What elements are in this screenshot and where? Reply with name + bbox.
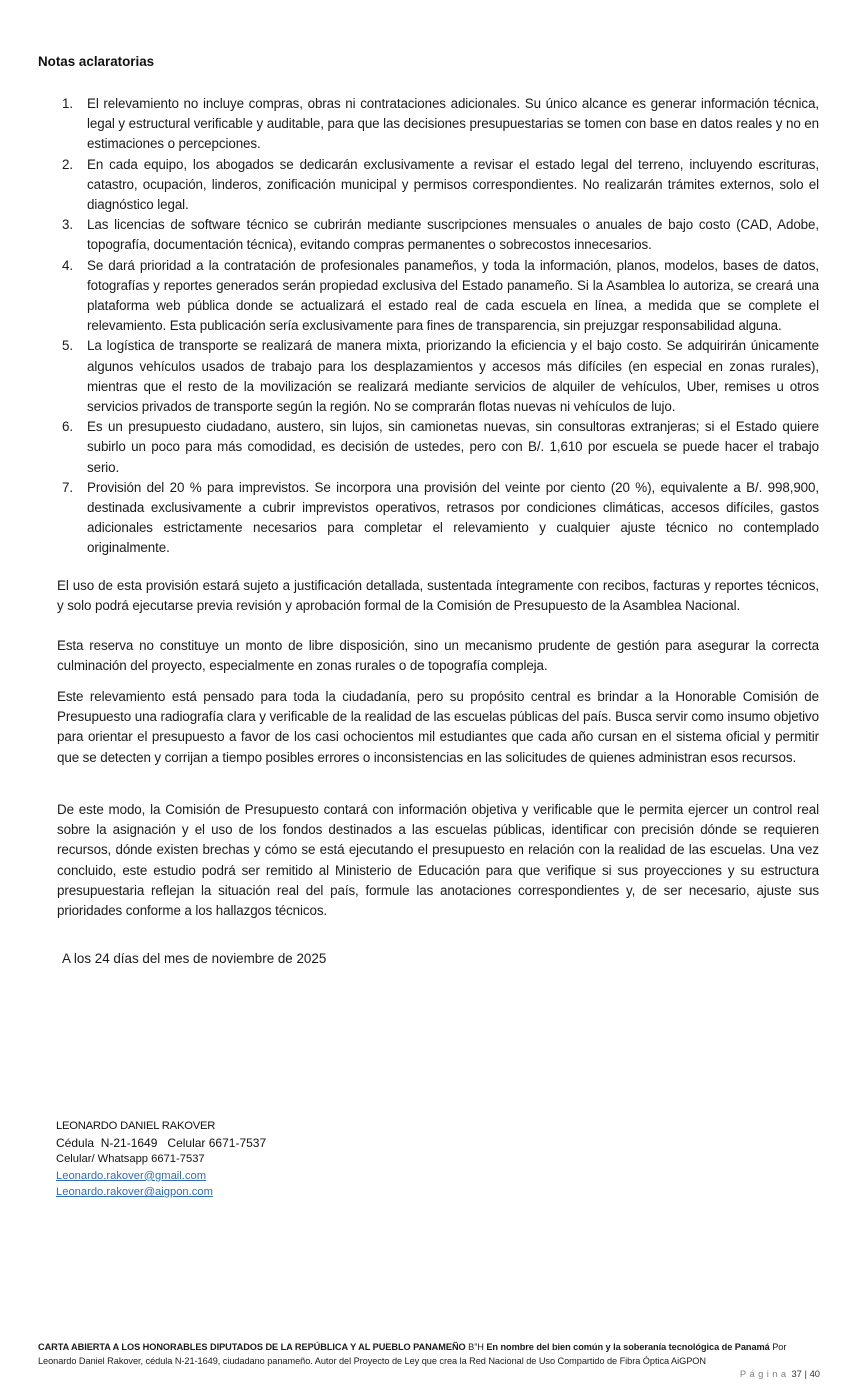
list-item-note-1 [57,94,819,155]
page-footer [38,1340,820,1368]
list-number: 1. [62,96,73,111]
page-current: 37 [791,1368,802,1379]
list-number: 4. [62,257,73,273]
page-label: Página [739,1368,790,1379]
list-item-note-5 [57,336,819,417]
signer-id-phone: Cédula N-21-1649 Celular 6671-7537 [56,1135,267,1150]
list-number: 2. [62,156,73,172]
note-text: Provisión del 20 % para imprevistos. Se incorpora una provisión del veinte por ciento (20 %), equivalente a B/. 998,900, destinada exclusivamente a cubrir imprevistos operativos, retrasos por condiciones climáticas, accesos difíciles, gastos adicionales estrictamente necesarios para completar el relevamiento y cualquier ajuste técnico no contemplado originalmente. [87,479,819,556]
list-number: 6. [62,419,73,435]
footer-title: CARTA ABIERTA A LOS HONORABLES DIPUTADOS DE LA REPÚBLICA Y AL PUEBLO PANAMEÑO [38,1342,466,1352]
footer-author-text: Por Leonardo Daniel Rakover, cédula N-21-1649, ciudadano panameño. Autor del Proyecto de Ley que crea la Red Nacional de Uso Compartido de Fibra Óptica AiGPON [38,1342,787,1366]
note-text: La logística de transporte se realizará de manera mixta, priorizando la eficiencia y el bajo costo. Se adquirirán únicamente algunos vehículos usados de trabajo para los desplazamientos y accesos más difíciles (en especial en zonas rurales), mientras que el resto de la movilización se realizará mediante servicios de alquiler de vehículos, Uber, remises u otros servicios privados de transporte según la región. No se comprarán flotas nuevas ni vehículos de lujo. [87,338,819,415]
paragraph-conclusion: De este modo, la Comisión de Presupuesto contará con información objetiva y verificable que le permita ejercer un control real sobre la asignación y el uso de los fondos destinados a las escuelas públicas, identificar con precisión dónde se requieren recursos, dónde existen brechas y cómo se está ejecutando el presupuesto en relación con la realidad de las escuelas. Una vez concluido, este estudio podrá ser remitido al Ministerio de Educación para que verifique si sus proyecciones y su estructura presupuestaria reflejan la situación real del país, formule las anotaciones correspondientes y, de ser necesario, ajuste sus prioridades conforme a los hallazgos técnicos. [57,802,819,919]
signer-name: LEONARDO DANIEL RAKOVER [56,1120,216,1132]
list-item-note-4 [57,256,819,337]
note-text: Las licencias de software técnico se cubrirán mediante suscripciones mensuales o anuales de bajo costo (CAD, Adobe, topografía, documentación técnica), evitando compras permanentes o sobrecostos innecesarios. [87,217,819,253]
list-number: 7. [62,479,73,495]
footer-bh: B”H [465,1342,487,1352]
list-item-note-2 [57,155,819,216]
notes-list [57,94,819,559]
section-heading: Notas aclaratorias [38,54,155,69]
paragraph-provision-use: El uso de esta provisión estará sujeto a justificación detallada, sustentada íntegramente con recibos, facturas y reportes técnicos, y solo podrá ejecutarse previa revisión y aprobación formal de la Comisión de Presupuesto de la Asamblea Nacional. [57,578,819,614]
paragraph-purpose: Este relevamiento está pensado para toda la ciudadanía, pero su propósito central es brindar a la Honorable Comisión de Presupuesto una radiografía clara y verificable de la realidad de las escuelas públicas del país. Busca servir como insumo objetivo para orientar el presupuesto a favor de los casi ochocientos mil estudiantes que cada año cursan en el sistema oficial y permitir que se detecten y corrijan a tiempo posibles errores o inconsistencias en las solicitudes de quienes administran esos recursos. [57,689,819,765]
email-link-gmail[interactable]: Leonardo.rakover@gmail.com [56,1169,207,1182]
list-item-note-3 [57,215,819,255]
page-total: 40 [809,1368,820,1379]
list-number: 5. [62,338,73,354]
note-text: Se dará prioridad a la contratación de profesionales panameños, y toda la información, planos, modelos, bases de datos, fotografías y reportes generados serán propiedad exclusiva del Estado panameño. Si la Asamblea lo autoriza, se creará una plataforma web pública donde se actualizará el estado real de cada escuela en línea, a medida que se complete el relevamiento. Esta publicación sería exclusivamente para fines de transparencia, sin prejuzgar responsabilidad alguna. [87,257,819,334]
list-item-note-6 [57,417,819,478]
page-separator: | [801,1368,810,1379]
note-text: El relevamiento no incluye compras, obras ni contrataciones adicionales. Su único alcance es generar información técnica, legal y estructural verificable y auditable, para que las decisiones presupuestarias se tomen con base en datos reales y no en estimaciones o percepciones. [87,96,819,152]
list-number: 3. [62,217,73,233]
signature-block [56,1118,266,1201]
page-number [740,1368,820,1379]
note-text: Es un presupuesto ciudadano, austero, sin lujos, sin camionetas nuevas, sin consultoras extranjeras; si el Estado quiere subirlo un poco para más comodidad, es decisión de ustedes, pero con B/. 1,610 por escuela se puede hacer el trabajo serio. [87,419,819,475]
date-line: A los 24 días del mes de noviembre de 2025 [62,951,327,966]
signer-whatsapp: Celular/ Whatsapp 6671-7537 [56,1153,205,1166]
note-text: En cada equipo, los abogados se dedicarán exclusivamente a revisar el estado legal del terreno, incluyendo escrituras, catastro, ocupación, linderos, zonificación municipal y permisos correspondientes. No realizarán trámites externos, solo el diagnóstico legal. [87,156,819,213]
email-link-aigpon[interactable]: Leonardo.rakover@aigpon.com [56,1186,213,1199]
footer-subtitle: En nombre del bien común y la soberanía tecnológica de Panamá [486,1342,770,1352]
paragraph-reserve: Esta reserva no constituye un monto de libre disposición, sino un mecanismo prudente de gestión para asegurar la correcta culminación del proyecto, especialmente en zonas rurales o de topografía compleja. [57,638,819,674]
list-item-note-7 [57,478,819,559]
